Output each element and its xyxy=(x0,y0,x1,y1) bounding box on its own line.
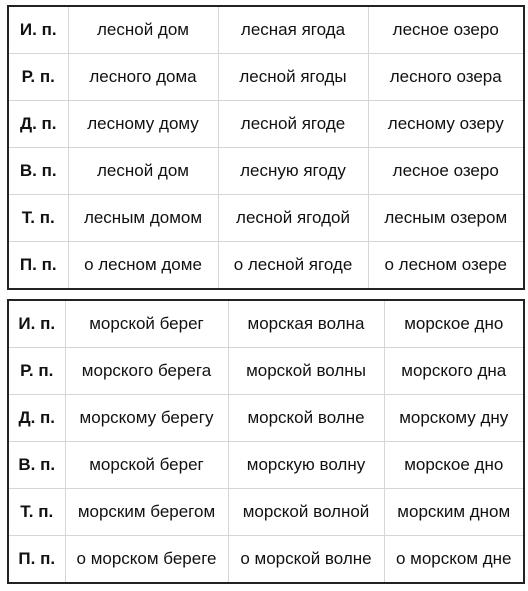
case-label: Д. п. xyxy=(8,395,65,442)
table-row xyxy=(8,300,524,348)
table-cell: морское дно xyxy=(384,442,524,489)
case-label: П. п. xyxy=(8,536,65,584)
table-cell: морскому берегу xyxy=(65,395,228,442)
table-row xyxy=(8,195,524,242)
table-cell: о лесном доме xyxy=(68,242,218,290)
table-cell: лесной ягоде xyxy=(218,101,368,148)
table-cell: лесное озеро xyxy=(368,148,524,195)
case-label: Т. п. xyxy=(8,489,65,536)
table-cell: лесной дом xyxy=(68,148,218,195)
table-cell: морской берег xyxy=(65,300,228,348)
table-row xyxy=(8,148,524,195)
table-cell: морской волны xyxy=(228,348,384,395)
case-label: В. п. xyxy=(8,148,68,195)
table-row xyxy=(8,54,524,101)
table-cell: лесной ягодой xyxy=(218,195,368,242)
table-cell: лесной дом xyxy=(68,6,218,54)
table-cell: лесное озеро xyxy=(368,6,524,54)
table-cell: лесному дому xyxy=(68,101,218,148)
table-row xyxy=(8,101,524,148)
case-label: И. п. xyxy=(8,6,68,54)
table-body xyxy=(8,6,524,289)
table-cell: лесную ягоду xyxy=(218,148,368,195)
table-cell: морской берег xyxy=(65,442,228,489)
declension-table-forest xyxy=(7,5,525,290)
table-cell: морскую волну xyxy=(228,442,384,489)
case-label: Р. п. xyxy=(8,348,65,395)
table-cell: морская волна xyxy=(228,300,384,348)
table-cell: о морской волне xyxy=(228,536,384,584)
table-cell: лесной ягоды xyxy=(218,54,368,101)
declension-table-sea xyxy=(7,299,525,584)
table-cell: о морском дне xyxy=(384,536,524,584)
table-cell: лесным домом xyxy=(68,195,218,242)
table-cell: о лесной ягоде xyxy=(218,242,368,290)
table-row xyxy=(8,395,524,442)
table-cell: морского дна xyxy=(384,348,524,395)
table-cell: лесному озеру xyxy=(368,101,524,148)
case-label: В. п. xyxy=(8,442,65,489)
table-row xyxy=(8,536,524,584)
table-cell: морской волной xyxy=(228,489,384,536)
table-cell: морским дном xyxy=(384,489,524,536)
table-row xyxy=(8,348,524,395)
case-label: Т. п. xyxy=(8,195,68,242)
table-cell: морскому дну xyxy=(384,395,524,442)
table-cell: морским берегом xyxy=(65,489,228,536)
table-cell: морской волне xyxy=(228,395,384,442)
table-cell: лесного озера xyxy=(368,54,524,101)
case-label: Р. п. xyxy=(8,54,68,101)
table-row xyxy=(8,442,524,489)
table-cell: морского берега xyxy=(65,348,228,395)
table-row xyxy=(8,242,524,290)
table-cell: лесная ягода xyxy=(218,6,368,54)
table-cell: морское дно xyxy=(384,300,524,348)
case-label: Д. п. xyxy=(8,101,68,148)
table-cell: лесным озером xyxy=(368,195,524,242)
case-label: И. п. xyxy=(8,300,65,348)
table-row xyxy=(8,6,524,54)
table-cell: о морском береге xyxy=(65,536,228,584)
table-cell: лесного дома xyxy=(68,54,218,101)
case-label: П. п. xyxy=(8,242,68,290)
table-cell: о лесном озере xyxy=(368,242,524,290)
table-row xyxy=(8,489,524,536)
table-body xyxy=(8,300,524,583)
